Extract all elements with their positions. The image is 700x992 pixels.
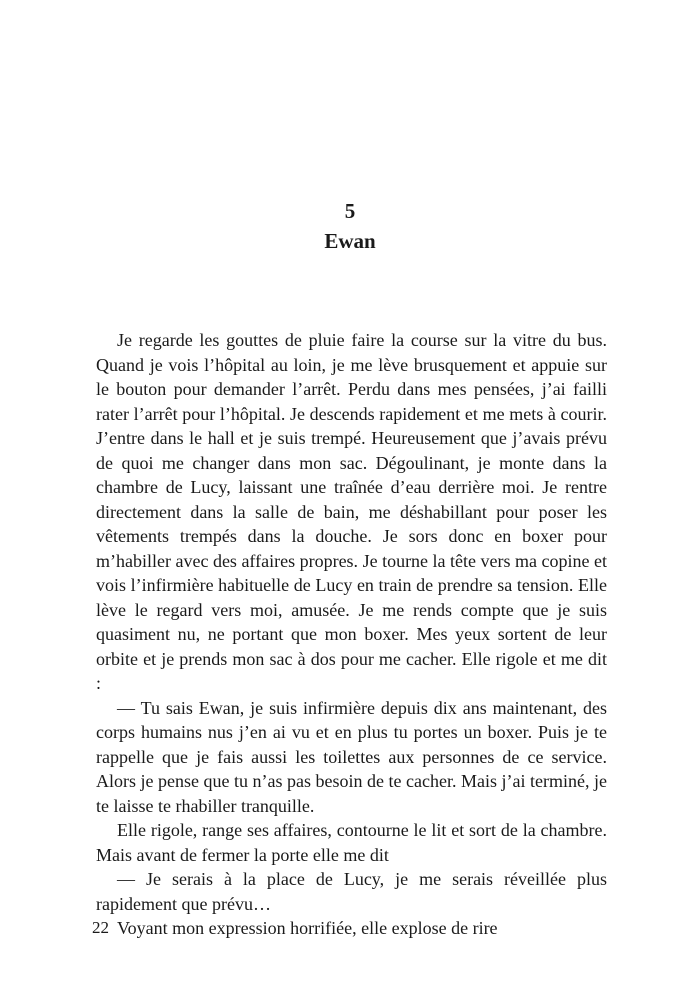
chapter-number: 5	[344, 199, 356, 223]
paragraph: Elle rigole, range ses affaires, contourne le lit et sort de la chambre. Mais avant de fermer la porte elle me dit	[96, 820, 607, 865]
paragraph: — Tu sais Ewan, je suis infirmière depuis dix ans maintenant, des corps humains nus j’en ai vu et en plus tu portes un boxer. Puis je te rappelle que je fais aussi les toilettes aux personnes de ce service. Alors je pense que tu n’as pas besoin de te cacher. Mais j’ai terminé, je te laisse te rhabiller tranquille.	[96, 697, 607, 816]
chapter-title: Ewan	[324, 229, 376, 253]
page-number: 22	[92, 918, 109, 937]
paragraph: Je regarde les gouttes de pluie faire la course sur la vitre du bus. Quand je vois l’hôpital au loin, je me lève brusquement et appuie sur le bouton pour demander l’arrêt. Perdu dans mes pensées, j’ai failli rater l’arrêt pour l’hôpital. Je descends rapidement et me mets à courir. J’entre dans le hall et je suis trempé. Heureusement que j’avais prévu de quoi me changer dans mon sac. Dégoulinant, je monte dans la chambre de Lucy, laissant une traînée d’eau derrière moi. Je rentre directement dans la salle de bain, me déshabillant pour poser les vêtements trempés dans la douche. Je sors donc en boxer pour m’habiller avec des affaires propres. Je tourne la tête vers ma copine et vois l’infirmière habituelle de Lucy en train de prendre sa tension. Elle lève le regard vers moi, amusée. Je me rends compte que je suis quasiment nu, ne portant que mon boxer. Mes yeux sortent de leur orbite et je prends mon sac à dos pour me cacher. Elle rigole et me dit :	[96, 330, 607, 693]
paragraph: — Je serais à la place de Lucy, je me serais réveillée plus rapidement que prévu…	[96, 869, 607, 914]
chapter-body	[96, 328, 607, 941]
paragraph: Voyant mon expression horrifiée, elle explose de rire	[117, 918, 498, 938]
